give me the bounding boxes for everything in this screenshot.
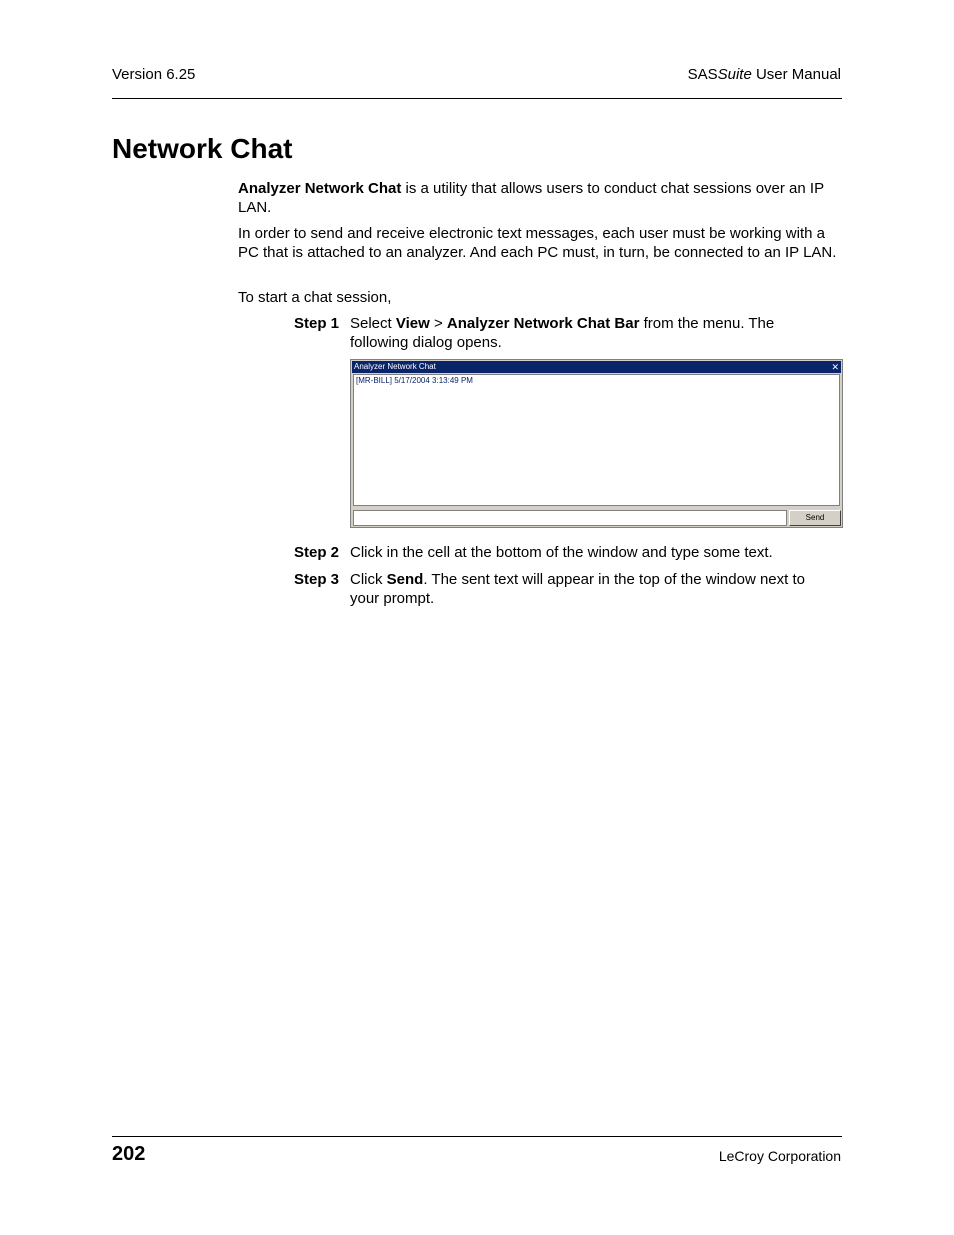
page-title: Network Chat [112,133,293,164]
close-icon[interactable]: ✕ [831,362,839,372]
page-number: 202 [112,1143,146,1165]
step-2-label: Step 2 [294,544,340,561]
step-2-text: Click in the cell at the bottom of the window and type some text. [350,544,773,561]
dialog-title: Analyzer Network Chat [354,362,436,371]
paragraph-requirements: In order to send and receive electronic text messages, each user must be working with a PC that is attached to an analyzer. And each PC must, in turn, be connected to an IP LAN. [238,225,837,261]
intro-paragraph [238,180,846,217]
manual-prefix: SAS [687,66,718,83]
chat-message-input[interactable] [353,510,787,526]
send-button[interactable]: Send [789,510,841,526]
footer-company: LeCroy Corporation [718,1148,841,1164]
chat-log[interactable] [353,374,840,506]
step-1-t3: from the menu. The following dialog opens. [350,315,775,351]
header-divider [112,98,842,99]
manual-suffix: User Manual [751,66,841,83]
intro-bold: Analyzer Network Chat [238,180,402,197]
intro-rest: is a utility that allows users to conduct chat sessions over an IP LAN. [238,180,824,216]
step-3-label: Step 3 [294,571,340,588]
paragraph-start: To start a chat session, [238,289,392,306]
manual-italic: Suite [717,66,752,83]
step-1-label: Step 1 [294,315,340,332]
chat-log-line: [MR-BILL] 5/17/2004 3:13:49 PM [356,376,473,385]
dialog-titlebar[interactable] [352,361,841,373]
step-3-t1: Click [350,571,387,588]
footer-divider [112,1136,842,1137]
step-1-t1: Select [350,315,396,332]
step-3-text [350,571,810,608]
header-version: Version 6.25 [112,66,196,83]
step-3-t2: . The sent text will appear in the top of the window next to your prompt. [350,571,805,607]
step-1-menu-view: View [395,315,430,332]
step-1-text [350,315,810,352]
chat-dialog [350,359,843,528]
step-1-menu-item: Analyzer Network Chat Bar [446,315,640,332]
step-1-t2: > [429,315,447,332]
step-3-send: Send [386,571,424,588]
header-manual-title [688,66,841,83]
